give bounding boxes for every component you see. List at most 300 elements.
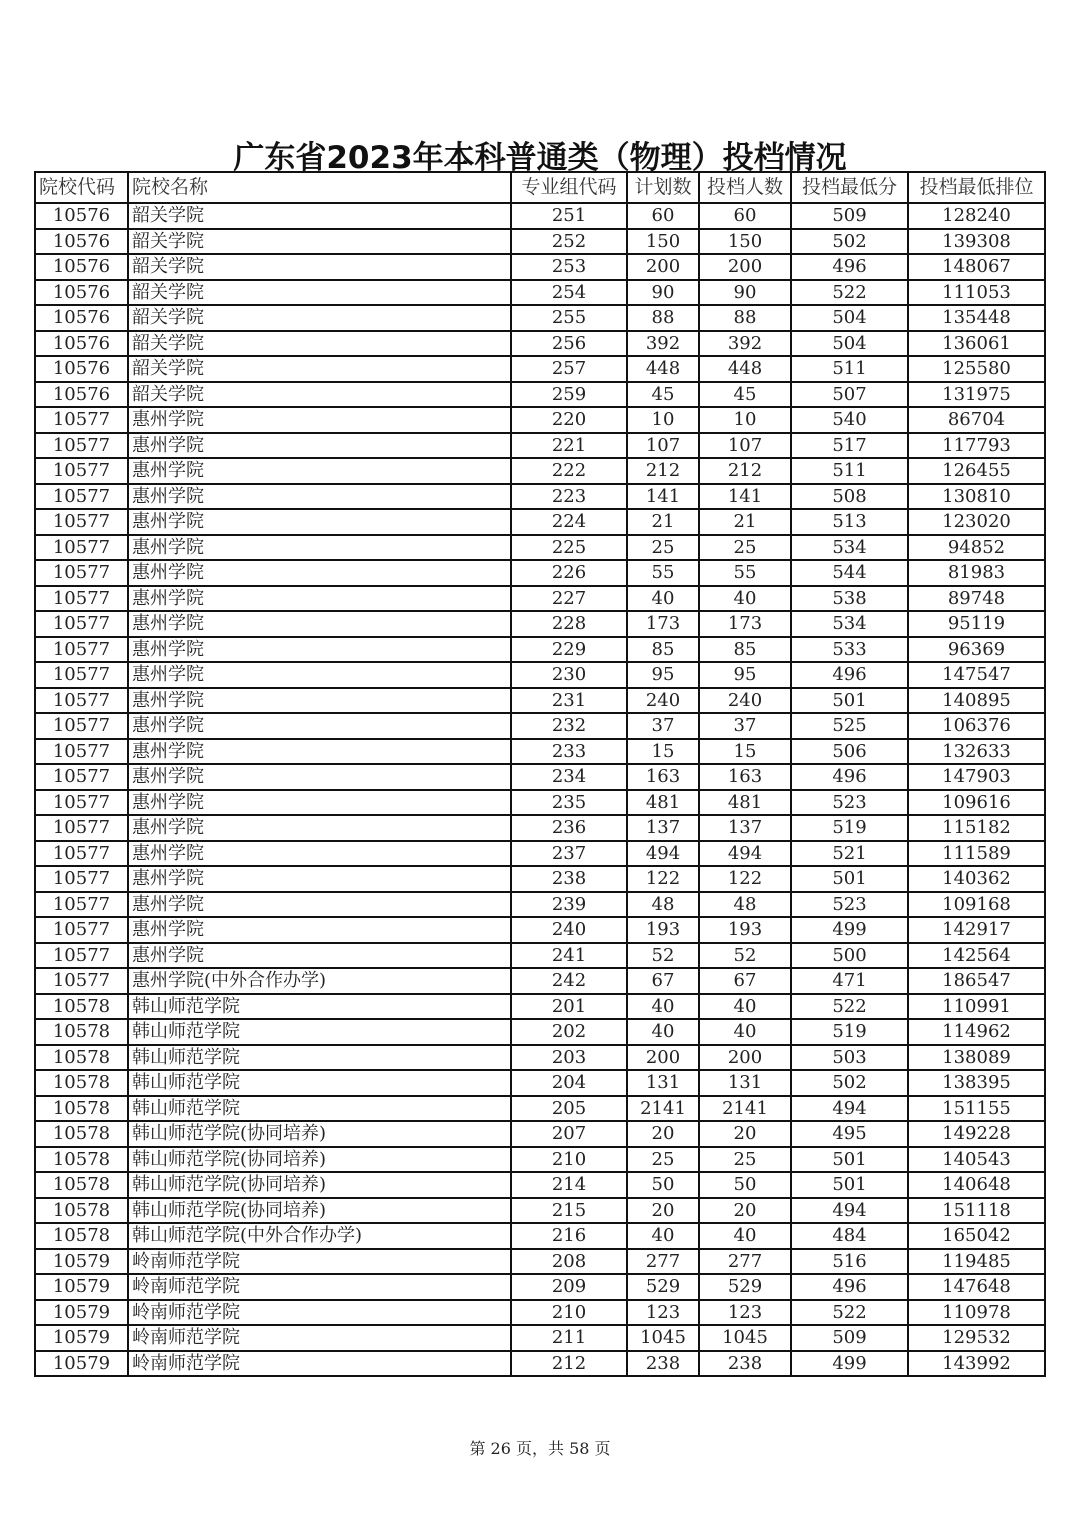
cell-school-name: 惠州学院 (128, 943, 511, 969)
cell-school-name: 韩山师范学院 (128, 1070, 511, 1096)
cell-group-code: 237 (511, 841, 627, 867)
cell-admitted-count: 67 (699, 968, 791, 994)
cell-plan-count: 90 (627, 280, 699, 306)
cell-min-rank: 128240 (908, 203, 1045, 229)
cell-school-name: 惠州学院 (128, 433, 511, 459)
cell-min-rank: 106376 (908, 713, 1045, 739)
cell-plan-count: 494 (627, 841, 699, 867)
cell-min-rank: 140362 (908, 866, 1045, 892)
cell-admitted-count: 123 (699, 1300, 791, 1326)
cell-admitted-count: 85 (699, 637, 791, 663)
cell-school-code: 10576 (35, 356, 128, 382)
cell-group-code: 204 (511, 1070, 627, 1096)
cell-admitted-count: 37 (699, 713, 791, 739)
table-row (35, 688, 1045, 714)
cell-min-rank: 117793 (908, 433, 1045, 459)
cell-min-rank: 186547 (908, 968, 1045, 994)
table-row (35, 917, 1045, 943)
cell-school-name: 惠州学院 (128, 713, 511, 739)
cell-group-code: 236 (511, 815, 627, 841)
cell-min-rank: 135448 (908, 305, 1045, 331)
cell-min-rank: 142564 (908, 943, 1045, 969)
cell-school-name: 惠州学院 (128, 484, 511, 510)
cell-group-code: 242 (511, 968, 627, 994)
cell-min-rank: 115182 (908, 815, 1045, 841)
cell-group-code: 256 (511, 331, 627, 357)
table-row (35, 1351, 1045, 1377)
cell-school-name: 惠州学院 (128, 560, 511, 586)
cell-school-name: 韶关学院 (128, 382, 511, 408)
cell-school-code: 10578 (35, 1147, 128, 1173)
cell-min-rank: 130810 (908, 484, 1045, 510)
cell-admitted-count: 150 (699, 229, 791, 255)
column-header-min-score: 投档最低分 (791, 172, 908, 203)
cell-admitted-count: 15 (699, 739, 791, 765)
table-row (35, 433, 1045, 459)
cell-school-code: 10577 (35, 560, 128, 586)
cell-min-rank: 139308 (908, 229, 1045, 255)
table-row (35, 892, 1045, 918)
cell-school-name: 惠州学院 (128, 509, 511, 535)
cell-plan-count: 122 (627, 866, 699, 892)
cell-min-rank: 89748 (908, 586, 1045, 612)
cell-school-code: 10578 (35, 1198, 128, 1224)
cell-min-score: 501 (791, 866, 908, 892)
cell-admitted-count: 40 (699, 586, 791, 612)
table-header (35, 172, 1045, 203)
cell-school-name: 岭南师范学院 (128, 1300, 511, 1326)
cell-min-rank: 111053 (908, 280, 1045, 306)
cell-plan-count: 45 (627, 382, 699, 408)
admission-table (34, 171, 1046, 1377)
cell-plan-count: 392 (627, 331, 699, 357)
cell-school-code: 10578 (35, 1070, 128, 1096)
cell-school-name: 韩山师范学院(协同培养) (128, 1121, 511, 1147)
cell-min-rank: 151118 (908, 1198, 1045, 1224)
cell-school-code: 10576 (35, 305, 128, 331)
cell-min-rank: 96369 (908, 637, 1045, 663)
cell-min-score: 499 (791, 1351, 908, 1377)
cell-min-rank: 119485 (908, 1249, 1045, 1275)
cell-school-code: 10576 (35, 229, 128, 255)
cell-plan-count: 88 (627, 305, 699, 331)
cell-group-code: 234 (511, 764, 627, 790)
table-row (35, 1249, 1045, 1275)
cell-school-name: 韶关学院 (128, 203, 511, 229)
cell-school-code: 10576 (35, 280, 128, 306)
cell-school-name: 韩山师范学院(中外合作办学) (128, 1223, 511, 1249)
cell-group-code: 252 (511, 229, 627, 255)
cell-admitted-count: 40 (699, 1223, 791, 1249)
cell-plan-count: 95 (627, 662, 699, 688)
table-row (35, 790, 1045, 816)
table-row (35, 1019, 1045, 1045)
cell-plan-count: 107 (627, 433, 699, 459)
cell-school-code: 10576 (35, 382, 128, 408)
table-row (35, 1172, 1045, 1198)
cell-group-code: 203 (511, 1045, 627, 1071)
cell-school-code: 10577 (35, 943, 128, 969)
cell-plan-count: 240 (627, 688, 699, 714)
cell-school-name: 岭南师范学院 (128, 1325, 511, 1351)
cell-admitted-count: 21 (699, 509, 791, 535)
table-row (35, 356, 1045, 382)
cell-min-rank: 131975 (908, 382, 1045, 408)
cell-plan-count: 37 (627, 713, 699, 739)
cell-min-rank: 140895 (908, 688, 1045, 714)
cell-admitted-count: 25 (699, 1147, 791, 1173)
cell-group-code: 215 (511, 1198, 627, 1224)
cell-min-score: 521 (791, 841, 908, 867)
cell-min-score: 507 (791, 382, 908, 408)
cell-school-code: 10577 (35, 662, 128, 688)
cell-admitted-count: 137 (699, 815, 791, 841)
cell-admitted-count: 40 (699, 1019, 791, 1045)
cell-min-score: 502 (791, 229, 908, 255)
cell-school-name: 惠州学院 (128, 739, 511, 765)
cell-plan-count: 1045 (627, 1325, 699, 1351)
cell-group-code: 201 (511, 994, 627, 1020)
cell-min-score: 525 (791, 713, 908, 739)
table-row (35, 815, 1045, 841)
cell-admitted-count: 392 (699, 331, 791, 357)
cell-min-rank: 109616 (908, 790, 1045, 816)
cell-group-code: 230 (511, 662, 627, 688)
cell-plan-count: 137 (627, 815, 699, 841)
cell-school-code: 10577 (35, 407, 128, 433)
cell-school-name: 韩山师范学院 (128, 1096, 511, 1122)
cell-min-score: 517 (791, 433, 908, 459)
cell-school-code: 10579 (35, 1325, 128, 1351)
cell-school-code: 10577 (35, 713, 128, 739)
cell-min-score: 519 (791, 1019, 908, 1045)
cell-min-rank: 110978 (908, 1300, 1045, 1326)
cell-school-code: 10577 (35, 866, 128, 892)
cell-admitted-count: 529 (699, 1274, 791, 1300)
table-row (35, 586, 1045, 612)
cell-min-score: 501 (791, 688, 908, 714)
cell-group-code: 253 (511, 254, 627, 280)
cell-min-score: 522 (791, 994, 908, 1020)
column-header-school-code: 院校代码 (35, 172, 128, 203)
cell-plan-count: 52 (627, 943, 699, 969)
cell-min-score: 496 (791, 764, 908, 790)
cell-school-code: 10577 (35, 509, 128, 535)
column-header-plan-count: 计划数 (627, 172, 699, 203)
cell-min-score: 538 (791, 586, 908, 612)
cell-group-code: 222 (511, 458, 627, 484)
cell-plan-count: 277 (627, 1249, 699, 1275)
cell-admitted-count: 238 (699, 1351, 791, 1377)
cell-group-code: 226 (511, 560, 627, 586)
column-header-group-code: 专业组代码 (511, 172, 627, 203)
cell-min-rank: 94852 (908, 535, 1045, 561)
cell-admitted-count: 40 (699, 994, 791, 1020)
cell-school-code: 10578 (35, 1019, 128, 1045)
cell-admitted-count: 2141 (699, 1096, 791, 1122)
cell-min-rank: 140648 (908, 1172, 1045, 1198)
cell-school-name: 韶关学院 (128, 254, 511, 280)
table-row (35, 331, 1045, 357)
cell-plan-count: 48 (627, 892, 699, 918)
cell-min-score: 534 (791, 611, 908, 637)
cell-admitted-count: 494 (699, 841, 791, 867)
cell-plan-count: 150 (627, 229, 699, 255)
cell-min-score: 533 (791, 637, 908, 663)
cell-group-code: 220 (511, 407, 627, 433)
cell-admitted-count: 240 (699, 688, 791, 714)
cell-min-rank: 138395 (908, 1070, 1045, 1096)
cell-group-code: 216 (511, 1223, 627, 1249)
cell-school-code: 10577 (35, 917, 128, 943)
cell-min-score: 509 (791, 1325, 908, 1351)
cell-plan-count: 40 (627, 586, 699, 612)
table-row (35, 1147, 1045, 1173)
cell-group-code: 239 (511, 892, 627, 918)
table-row (35, 764, 1045, 790)
cell-school-name: 惠州学院 (128, 611, 511, 637)
cell-admitted-count: 52 (699, 943, 791, 969)
cell-plan-count: 55 (627, 560, 699, 586)
cell-plan-count: 60 (627, 203, 699, 229)
table-row (35, 713, 1045, 739)
cell-school-code: 10579 (35, 1249, 128, 1275)
cell-plan-count: 141 (627, 484, 699, 510)
cell-min-rank: 110991 (908, 994, 1045, 1020)
cell-admitted-count: 48 (699, 892, 791, 918)
cell-school-code: 10578 (35, 1045, 128, 1071)
cell-plan-count: 212 (627, 458, 699, 484)
cell-plan-count: 20 (627, 1121, 699, 1147)
cell-min-score: 506 (791, 739, 908, 765)
cell-min-score: 496 (791, 1274, 908, 1300)
cell-min-rank: 86704 (908, 407, 1045, 433)
table-row (35, 484, 1045, 510)
cell-admitted-count: 60 (699, 203, 791, 229)
cell-admitted-count: 25 (699, 535, 791, 561)
cell-plan-count: 193 (627, 917, 699, 943)
cell-group-code: 255 (511, 305, 627, 331)
cell-plan-count: 131 (627, 1070, 699, 1096)
cell-plan-count: 123 (627, 1300, 699, 1326)
table-row (35, 280, 1045, 306)
cell-admitted-count: 20 (699, 1198, 791, 1224)
cell-min-rank: 149228 (908, 1121, 1045, 1147)
cell-min-score: 504 (791, 305, 908, 331)
cell-min-score: 513 (791, 509, 908, 535)
table-row (35, 866, 1045, 892)
cell-admitted-count: 277 (699, 1249, 791, 1275)
cell-school-name: 惠州学院(中外合作办学) (128, 968, 511, 994)
cell-school-code: 10577 (35, 458, 128, 484)
table-row (35, 305, 1045, 331)
table-row (35, 1045, 1045, 1071)
table-row (35, 458, 1045, 484)
cell-plan-count: 15 (627, 739, 699, 765)
page-title: 广东省2023年本科普通类（物理）投档情况 (233, 140, 847, 176)
cell-plan-count: 529 (627, 1274, 699, 1300)
cell-school-code: 10576 (35, 203, 128, 229)
cell-plan-count: 50 (627, 1172, 699, 1198)
cell-school-name: 韶关学院 (128, 229, 511, 255)
cell-group-code: 207 (511, 1121, 627, 1147)
cell-admitted-count: 95 (699, 662, 791, 688)
cell-group-code: 202 (511, 1019, 627, 1045)
cell-school-code: 10578 (35, 1223, 128, 1249)
cell-group-code: 223 (511, 484, 627, 510)
cell-plan-count: 40 (627, 994, 699, 1020)
cell-admitted-count: 55 (699, 560, 791, 586)
cell-group-code: 257 (511, 356, 627, 382)
cell-min-rank: 123020 (908, 509, 1045, 535)
cell-school-name: 惠州学院 (128, 535, 511, 561)
table-row (35, 407, 1045, 433)
cell-min-score: 500 (791, 943, 908, 969)
cell-plan-count: 67 (627, 968, 699, 994)
cell-admitted-count: 45 (699, 382, 791, 408)
cell-min-rank: 151155 (908, 1096, 1045, 1122)
table-row (35, 637, 1045, 663)
cell-plan-count: 448 (627, 356, 699, 382)
cell-school-code: 10577 (35, 484, 128, 510)
cell-group-code: 241 (511, 943, 627, 969)
cell-min-rank: 136061 (908, 331, 1045, 357)
cell-min-rank: 142917 (908, 917, 1045, 943)
cell-school-code: 10577 (35, 739, 128, 765)
cell-admitted-count: 193 (699, 917, 791, 943)
cell-school-code: 10577 (35, 433, 128, 459)
cell-school-code: 10579 (35, 1274, 128, 1300)
cell-plan-count: 481 (627, 790, 699, 816)
cell-group-code: 251 (511, 203, 627, 229)
column-header-school-name: 院校名称 (128, 172, 511, 203)
cell-min-score: 522 (791, 280, 908, 306)
cell-min-rank: 147903 (908, 764, 1045, 790)
cell-group-code: 233 (511, 739, 627, 765)
cell-admitted-count: 50 (699, 1172, 791, 1198)
cell-school-code: 10576 (35, 331, 128, 357)
cell-plan-count: 25 (627, 535, 699, 561)
table-row (35, 739, 1045, 765)
cell-group-code: 229 (511, 637, 627, 663)
cell-min-rank: 138089 (908, 1045, 1045, 1071)
cell-admitted-count: 107 (699, 433, 791, 459)
cell-min-rank: 147648 (908, 1274, 1045, 1300)
cell-admitted-count: 200 (699, 254, 791, 280)
cell-min-rank: 148067 (908, 254, 1045, 280)
table-row (35, 994, 1045, 1020)
cell-min-score: 494 (791, 1198, 908, 1224)
cell-min-score: 499 (791, 917, 908, 943)
cell-school-code: 10577 (35, 841, 128, 867)
cell-plan-count: 40 (627, 1223, 699, 1249)
cell-school-code: 10577 (35, 637, 128, 663)
table-row (35, 1274, 1045, 1300)
cell-min-rank: 132633 (908, 739, 1045, 765)
cell-group-code: 214 (511, 1172, 627, 1198)
cell-group-code: 231 (511, 688, 627, 714)
cell-group-code: 259 (511, 382, 627, 408)
cell-school-code: 10577 (35, 586, 128, 612)
cell-school-name: 惠州学院 (128, 764, 511, 790)
cell-school-code: 10578 (35, 994, 128, 1020)
cell-group-code: 240 (511, 917, 627, 943)
cell-school-code: 10577 (35, 611, 128, 637)
cell-admitted-count: 163 (699, 764, 791, 790)
cell-plan-count: 40 (627, 1019, 699, 1045)
cell-group-code: 228 (511, 611, 627, 637)
cell-school-code: 10577 (35, 892, 128, 918)
cell-plan-count: 20 (627, 1198, 699, 1224)
cell-min-rank: 114962 (908, 1019, 1045, 1045)
cell-plan-count: 10 (627, 407, 699, 433)
cell-min-score: 519 (791, 815, 908, 841)
cell-school-name: 韶关学院 (128, 305, 511, 331)
table-row (35, 1121, 1045, 1147)
cell-min-score: 503 (791, 1045, 908, 1071)
cell-group-code: 212 (511, 1351, 627, 1377)
table-row (35, 968, 1045, 994)
cell-min-score: 471 (791, 968, 908, 994)
cell-group-code: 208 (511, 1249, 627, 1275)
page-number: 第 26 页，共 58 页 (469, 1439, 611, 1458)
cell-group-code: 235 (511, 790, 627, 816)
table-row (35, 1198, 1045, 1224)
cell-school-name: 惠州学院 (128, 586, 511, 612)
cell-min-score: 516 (791, 1249, 908, 1275)
cell-school-name: 韶关学院 (128, 280, 511, 306)
cell-admitted-count: 1045 (699, 1325, 791, 1351)
table-row (35, 560, 1045, 586)
cell-plan-count: 238 (627, 1351, 699, 1377)
cell-school-name: 惠州学院 (128, 841, 511, 867)
cell-min-rank: 125580 (908, 356, 1045, 382)
cell-min-score: 522 (791, 1300, 908, 1326)
cell-school-name: 岭南师范学院 (128, 1274, 511, 1300)
cell-school-code: 10577 (35, 764, 128, 790)
cell-school-name: 韩山师范学院(协同培养) (128, 1172, 511, 1198)
cell-group-code: 221 (511, 433, 627, 459)
cell-admitted-count: 173 (699, 611, 791, 637)
cell-school-code: 10577 (35, 815, 128, 841)
cell-school-code: 10579 (35, 1300, 128, 1326)
cell-min-score: 523 (791, 790, 908, 816)
cell-group-code: 254 (511, 280, 627, 306)
cell-admitted-count: 20 (699, 1121, 791, 1147)
cell-plan-count: 2141 (627, 1096, 699, 1122)
cell-admitted-count: 141 (699, 484, 791, 510)
cell-min-rank: 95119 (908, 611, 1045, 637)
cell-admitted-count: 481 (699, 790, 791, 816)
cell-school-name: 惠州学院 (128, 866, 511, 892)
table-row (35, 535, 1045, 561)
cell-school-code: 10579 (35, 1351, 128, 1377)
cell-min-score: 496 (791, 662, 908, 688)
cell-school-name: 惠州学院 (128, 407, 511, 433)
cell-school-name: 韩山师范学院 (128, 1045, 511, 1071)
table-row (35, 1096, 1045, 1122)
cell-group-code: 209 (511, 1274, 627, 1300)
cell-plan-count: 21 (627, 509, 699, 535)
cell-min-score: 502 (791, 1070, 908, 1096)
cell-min-score: 494 (791, 1096, 908, 1122)
cell-group-code: 211 (511, 1325, 627, 1351)
table-row (35, 1300, 1045, 1326)
cell-min-score: 501 (791, 1172, 908, 1198)
cell-school-name: 惠州学院 (128, 917, 511, 943)
cell-school-code: 10578 (35, 1121, 128, 1147)
table-row (35, 254, 1045, 280)
